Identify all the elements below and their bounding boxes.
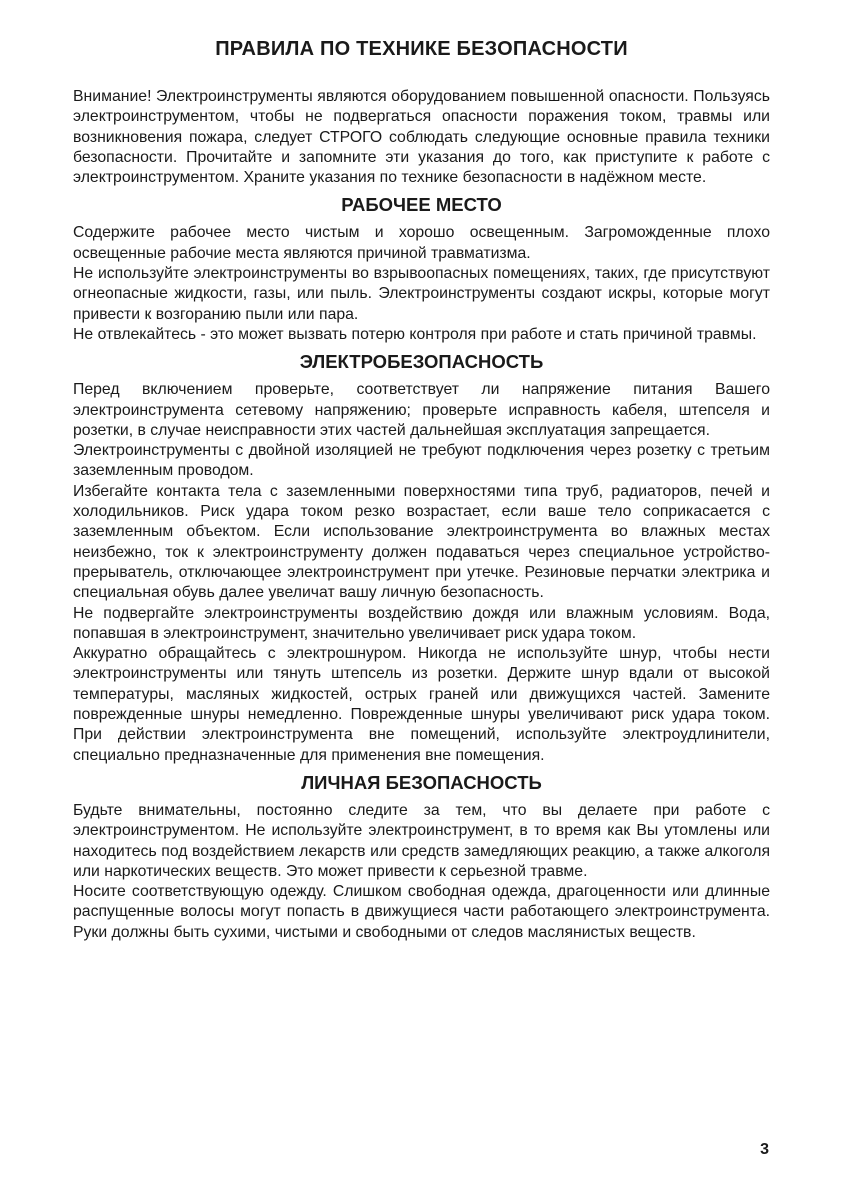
paragraph: Аккуратно обращайтесь с электрошнуром. Никогда не используйте шнур, чтобы нести электроинструменты или тянуть штепсель из розетки. Держите шнур вдали от высокой температуры, масляных жидкостей, острых граней или движущихся частей. Замените поврежденные шнуры немедленно. Поврежденные шнуры увеличивают риск удара током. При действии электроинструмента вне помещений, используйте электроудлинители, специально предназначенные для применения вне помещения.	[73, 645, 770, 764]
paragraph: Не используйте электроинструменты во взрывоопасных помещениях, таких, где присутствуют огнеопасные жидкости, газы, или пыль. Электроинструменты создают искры, которые могут привести к возгоранию пыли или пара.	[73, 265, 770, 323]
section-electrical-safety	[73, 351, 770, 766]
paragraph: Электроинструменты с двойной изоляцией не требуют подключения через розетку с третьим заземленным проводом.	[73, 442, 770, 480]
document-page	[73, 38, 770, 943]
paragraph: Будьте внимательны, постоянно следите за тем, что вы делаете при работе с электроинструментом. Не используйте электроинструмент, в то время как Вы утомлены или находитесь под воздействием лекарств или средств замедляющих реакцию, а также алкоголя или наркотических веществ. Это может привести к серьезной травме.	[73, 801, 770, 880]
paragraph: Не подвергайте электроинструменты воздействию дождя или влажным условиям. Вода, попавшая в электроинструмент, значительно увеличивает риск удара током.	[73, 604, 770, 642]
section-heading-personal-safety: ЛИЧНАЯ БЕЗОПАСНОСТЬ	[301, 771, 542, 793]
paragraph: Не отвлекайтесь - это может вызвать потерю контроля при работе и стать причиной травмы.	[73, 325, 757, 343]
paragraph: Избегайте контакта тела с заземленными поверхностями типа труб, радиаторов, печей и холодильников. Риск удара током резко возрастает, если ваше тело соприкасается с заземленным объектом. Если использование электроинструмента во влажных местах неизбежно, ток к электроинструменту должен подаваться через специальное устройство-прерыватель, отключающее электроинструмент при утечке. Резиновые перчатки электрика и специальная обувь далее увеличат вашу личную безопасность.	[73, 482, 770, 602]
section-heading-electrical-safety: ЭЛЕКТРОБЕЗОПАСНОСТЬ	[299, 351, 544, 373]
page-title: ПРАВИЛА ПО ТЕХНИКЕ БЕЗОПАСНОСТИ	[215, 38, 628, 60]
paragraph: Содержите рабочее место чистым и хорошо освещенным. Загроможденные плохо освещенные рабочие места являются причиной травматизма.	[73, 224, 770, 262]
paragraph: Перед включением проверьте, соответствует ли напряжение питания Вашего электроинструмента сетевому напряжению; проверьте исправность кабеля, штепселя и розетки, в случае неисправности этих частей дальнейшая эксплуатация запрещается.	[73, 381, 770, 439]
paragraph: Носите соответствующую одежду. Слишком свободная одежда, драгоценности или длинные распущенные волосы могут попасть в движущиеся части работающего электроинструмента. Руки должны быть сухими, чистыми и свободными от следов маслянистых веществ.	[73, 883, 770, 941]
section-heading-workplace: РАБОЧЕЕ МЕСТО	[341, 194, 502, 216]
section-workplace	[73, 194, 770, 345]
page-number: 3	[760, 1141, 769, 1158]
intro-paragraph: Внимание! Электроинструменты являются оборудованием повышенной опасности. Пользуясь электроинструментом, чтобы не подвергаться опасности поражения током, травмы или возникновения пожара, следует СТРОГО соблюдать следующие основные правила техники безопасности. Прочитайте и запомните эти указания до того, как приступите к работе с электроинструментом. Храните указания по технике безопасности в надёжном месте.	[73, 88, 770, 187]
section-personal-safety	[73, 772, 770, 943]
